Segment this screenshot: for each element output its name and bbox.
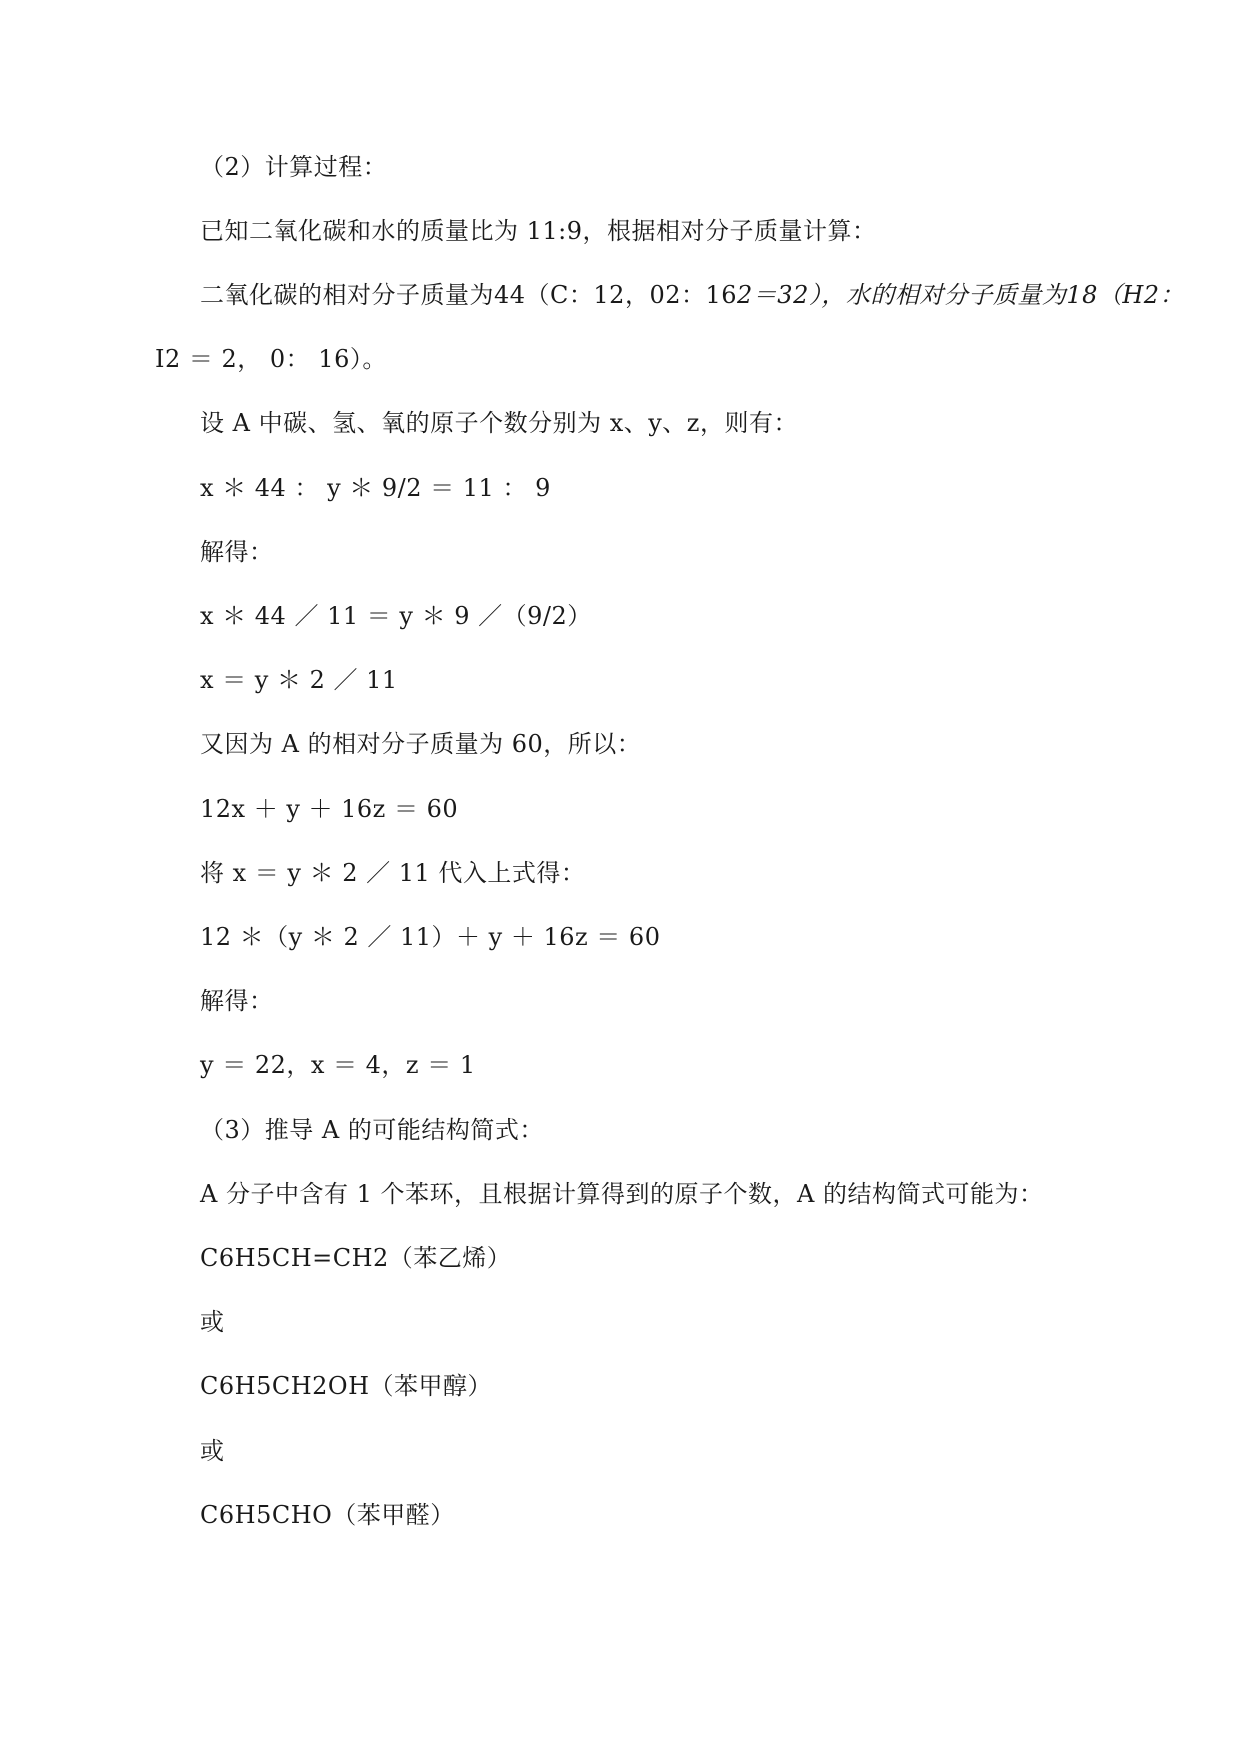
text-line: 设 A 中碳、氢、氧的原子个数分别为 x、y、z，则有： [200, 409, 798, 437]
text-line: 又因为 A 的相对分子质量为 60，所以： [200, 730, 642, 758]
equation-line: x ＊ 44 ： y ＊ 9/2 ＝ 11 ： 9 [200, 474, 551, 502]
text-span-italic: 2＝32），水的相对分子质量为18（H2： [737, 281, 1185, 309]
formula-line: C6H5CH2OH（苯甲醇） [200, 1372, 492, 1400]
text-line: 或 [200, 1437, 225, 1465]
section-heading-calculation: （2）计算过程： [200, 153, 388, 181]
equation-line: 12x ＋ y ＋ 16z ＝ 60 [200, 795, 459, 823]
text-line: 解得： [200, 987, 274, 1015]
text-line [200, 280, 1184, 310]
formula-line: C6H5CHO（苯甲醛） [200, 1501, 455, 1529]
text-line: 将 x ＝ y ＊ 2 ／ 11 代入上式得： [200, 859, 586, 887]
text-span: 二氧化碳的相对分子质量为44（C：12，02：16 [200, 281, 738, 309]
text-line: 解得： [200, 538, 274, 566]
text-line: I2 ＝ 2， 0： 16）。 [155, 345, 387, 373]
section-heading-structure: （3）推导 A 的可能结构简式： [200, 1116, 544, 1144]
text-line: 已知二氧化碳和水的质量比为 11:9，根据相对分子质量计算： [200, 217, 877, 245]
equation-line: 12 ＊（y ＊ 2 ／ 11）＋ y ＋ 16z ＝ 60 [200, 923, 661, 951]
equation-line: x ＝ y ＊ 2 ／ 11 [200, 666, 398, 694]
text-line: A 分子中含有 1 个苯环，且根据计算得到的原子个数，A 的结构简式可能为： [200, 1180, 1044, 1208]
equation-line: y ＝ 22，x ＝ 4，z ＝ 1 [200, 1051, 476, 1079]
equation-line: x ＊ 44 ／ 11 ＝ y ＊ 9 ／（9/2） [200, 602, 592, 630]
text-line: 或 [200, 1308, 225, 1336]
formula-line: C6H5CH=CH2（苯乙烯） [200, 1244, 512, 1272]
